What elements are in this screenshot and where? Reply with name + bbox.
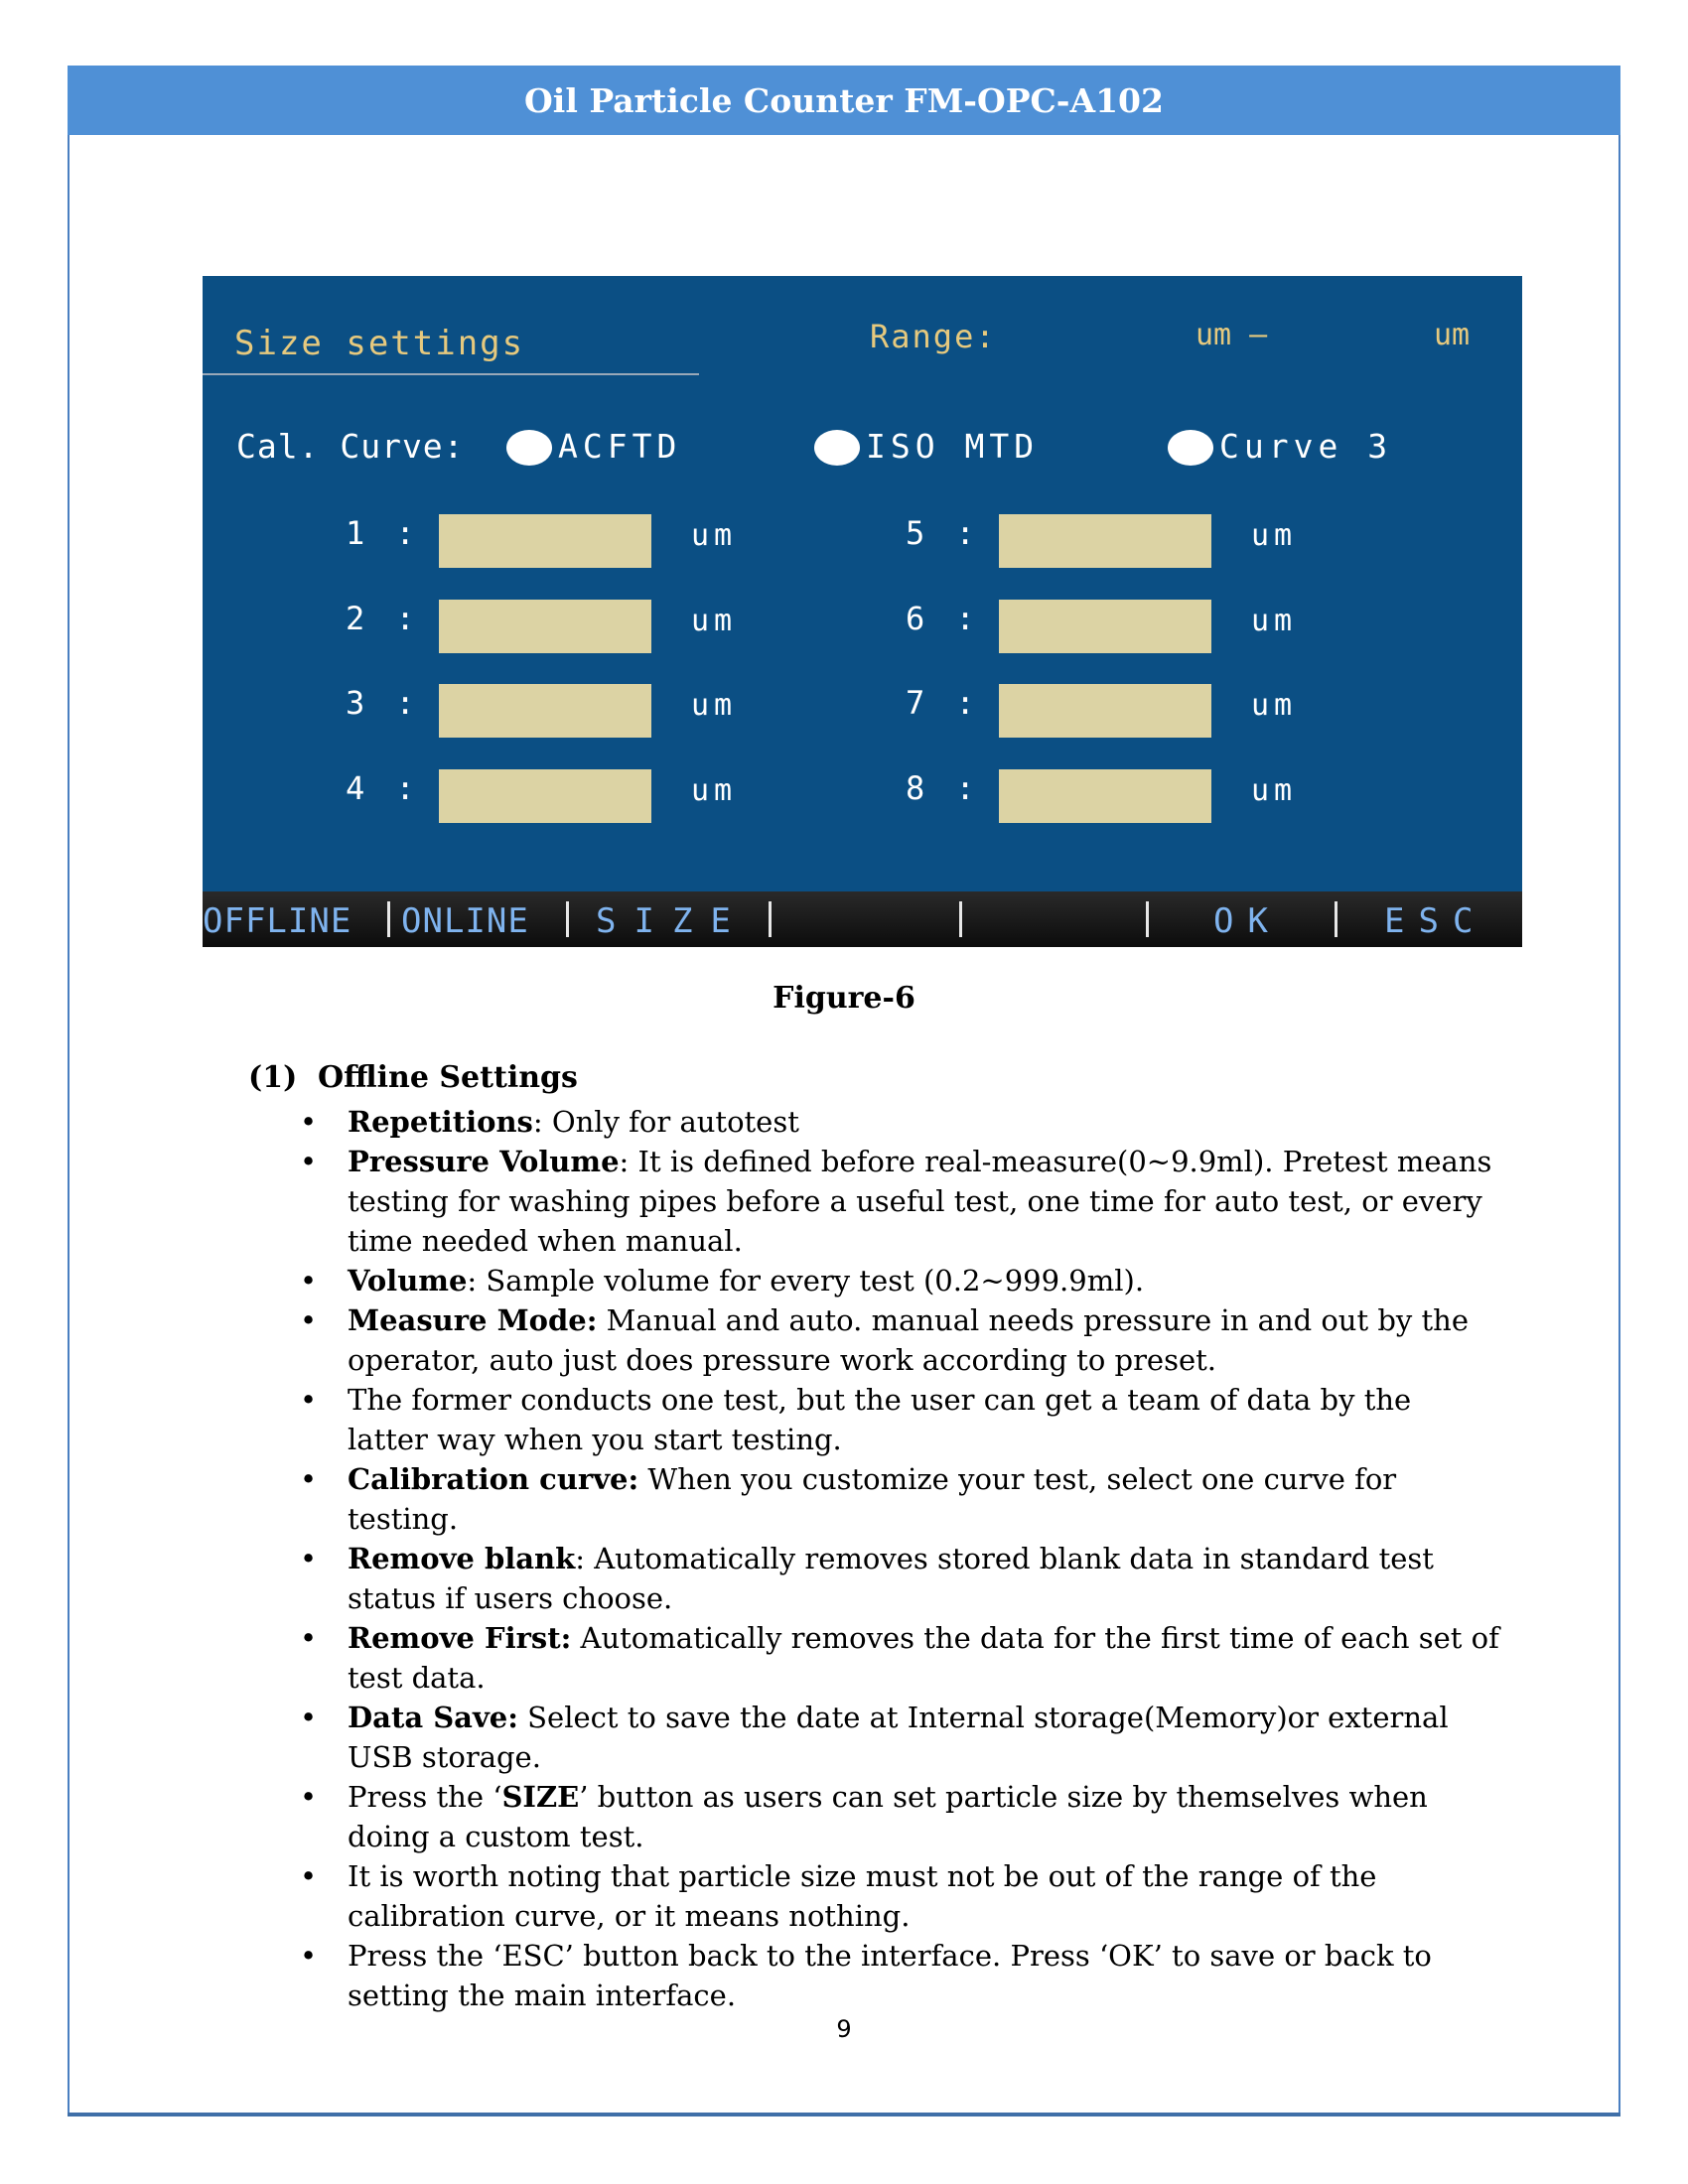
page-number: 9: [836, 2015, 852, 2043]
size-field-unit: um: [1251, 518, 1298, 553]
range-label: Range:: [870, 318, 997, 355]
size-field-input[interactable]: [999, 600, 1211, 653]
range-to-unit: um: [1434, 318, 1471, 352]
size-field-unit: um: [1251, 688, 1298, 723]
size-field-input[interactable]: [999, 769, 1211, 823]
size-field-input[interactable]: [439, 769, 651, 823]
size-field-label: 6 :: [906, 600, 981, 637]
range-from-unit: um –: [1196, 318, 1268, 352]
screen-title: Size settings: [234, 324, 525, 363]
size-field-unit: um: [1251, 604, 1298, 638]
size-field-unit: um: [691, 518, 738, 553]
size-field-label: 5 :: [906, 514, 981, 552]
size-field-input[interactable]: [999, 684, 1211, 738]
menu-separator: [387, 901, 390, 937]
page-header: [68, 66, 1620, 135]
section-heading: [248, 1060, 578, 1095]
list-item: • Press the ‘ESC’ button back to the interface. Press ‘OK’ to save or back to setting the main interface.: [300, 1939, 1432, 2012]
screen-title-underline: [203, 373, 699, 375]
size-field-label: 8 :: [906, 769, 981, 807]
menu-online[interactable]: ONLINE: [401, 901, 529, 941]
menu-separator: [1146, 901, 1149, 937]
list-item: • Measure Mode: Manual and auto. manual needs pressure in and out by the operator, auto just does pressure work according to preset.: [300, 1303, 1470, 1377]
size-field-label: 7 :: [906, 684, 981, 722]
size-field-label: 1 :: [346, 514, 421, 552]
list-item: • It is worth noting that particle size must not be out of the range of the calibration curve, or it means nothing.: [300, 1859, 1377, 1933]
radio-label-curve-3: Curve 3: [1219, 427, 1393, 466]
menu-separator: [566, 901, 569, 937]
radio-iso-mtd[interactable]: [814, 430, 860, 466]
size-field-label: 2 :: [346, 600, 421, 637]
size-field-input[interactable]: [439, 684, 651, 738]
size-field-label: 3 :: [346, 684, 421, 722]
menu-separator: [769, 901, 772, 937]
header-title: Oil Particle Counter FM-OPC-A102: [524, 81, 1164, 120]
section-title: Offline Settings: [318, 1060, 578, 1095]
menu-size[interactable]: SIZE: [596, 901, 749, 941]
menu-ok[interactable]: OK: [1213, 901, 1282, 941]
list-item: • The former conducts one test, but the user can get a team of data by the latter way when you start testing.: [300, 1383, 1412, 1456]
footer-rule: [68, 2113, 1620, 2116]
size-field-input[interactable]: [439, 514, 651, 568]
list-item: • Press the ‘SIZE’ button as users can set particle size by themselves when doing a custom test.: [300, 1780, 1428, 1853]
size-field-unit: um: [691, 773, 738, 808]
radio-label-iso-mtd: ISO MTD: [866, 427, 1040, 466]
size-field-unit: um: [691, 604, 738, 638]
list-item: • Remove First: Automatically removes the data for the first time of each set of test data.: [300, 1621, 1499, 1695]
size-field-unit: um: [691, 688, 738, 723]
menu-offline[interactable]: OFFLINE: [203, 901, 352, 941]
menu-separator: [1335, 901, 1337, 937]
cal-curve-label: Cal. Curve:: [236, 427, 465, 466]
softkey-menu-bar: [203, 891, 1522, 947]
list-item: • Calibration curve: When you customize your test, select one curve for testing.: [300, 1462, 1397, 1536]
section-number: (1): [248, 1060, 298, 1095]
size-field-unit: um: [1251, 773, 1298, 808]
size-field-input[interactable]: [999, 514, 1211, 568]
radio-acftd[interactable]: [506, 430, 552, 466]
settings-bullet-list: [248, 1102, 1499, 2015]
radio-curve-3[interactable]: [1168, 430, 1213, 466]
figure-caption: Figure-6: [773, 981, 915, 1016]
list-item: • Volume: Sample volume for every test (0.2~999.9ml).: [300, 1264, 1145, 1297]
size-field-label: 4 :: [346, 769, 421, 807]
list-item: • Repetitions: Only for autotest: [300, 1105, 799, 1139]
radio-label-acftd: ACFTD: [558, 427, 682, 466]
menu-separator: [959, 901, 962, 937]
size-field-input[interactable]: [439, 600, 651, 653]
list-item: • Remove blank: Automatically removes stored blank data in standard test status if users choose.: [300, 1542, 1434, 1615]
menu-esc[interactable]: ESC: [1384, 901, 1487, 941]
list-item: • Pressure Volume: It is defined before real-measure(0~9.9ml). Pretest means testing for washing pipes before a useful test, one time for auto test, or every time needed when manual.: [300, 1145, 1492, 1258]
list-item: • Data Save: Select to save the date at Internal storage(Memory)or external USB storage.: [300, 1701, 1449, 1774]
device-screen-figure: [203, 276, 1522, 947]
